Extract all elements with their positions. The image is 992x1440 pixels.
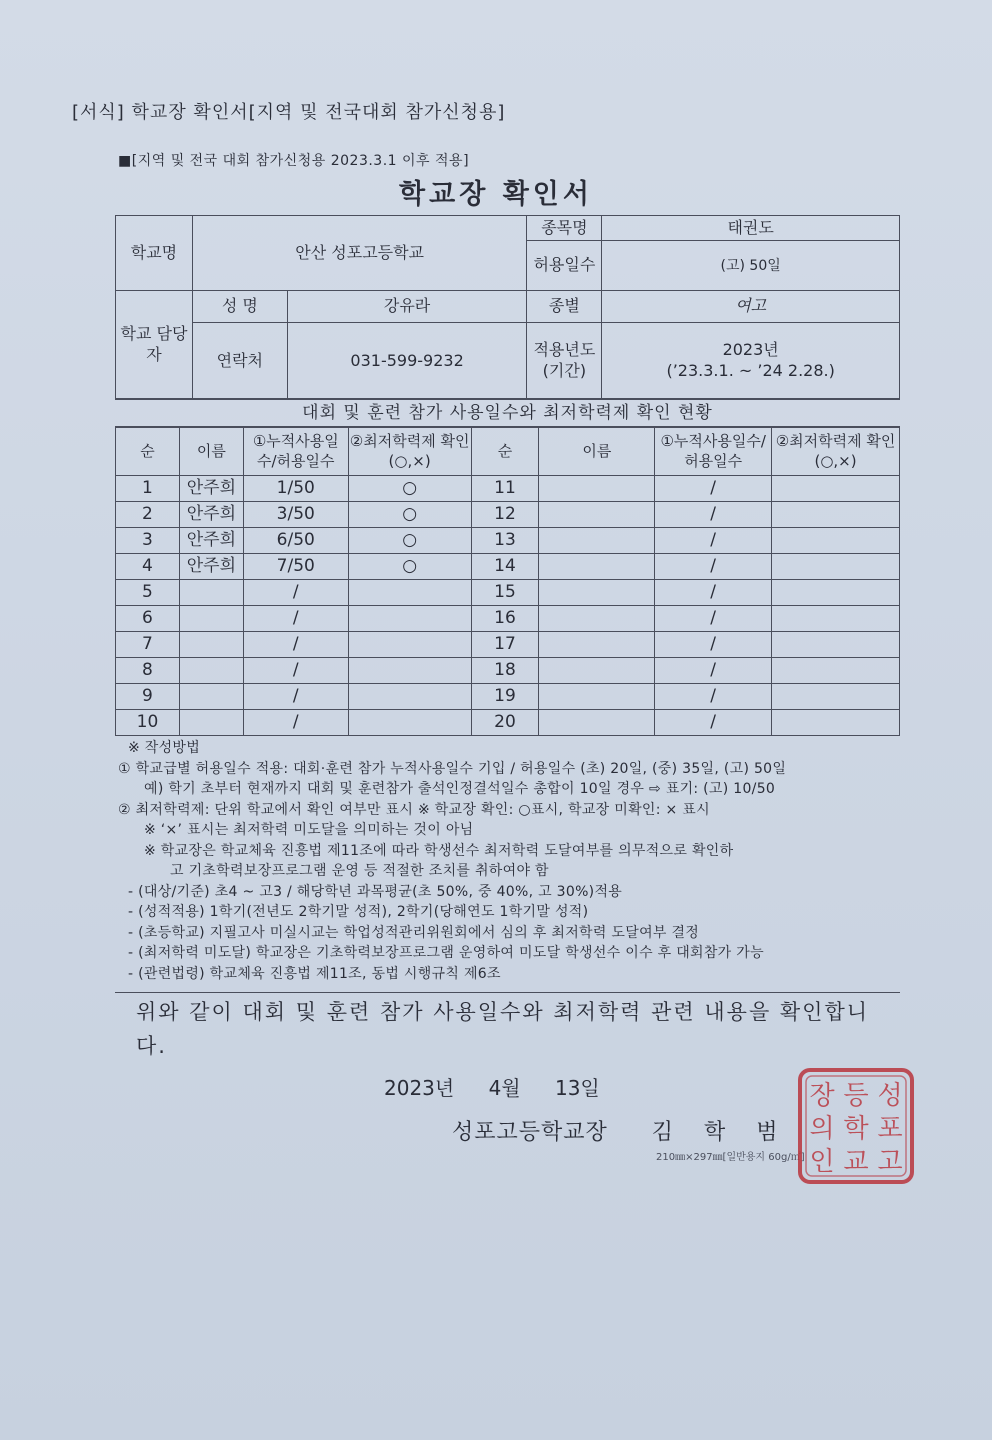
cell-name [539,710,655,736]
cell-check: ○ [348,502,471,528]
header-col-days-left: ①누적사용일수/허용일수 [243,427,348,476]
cell-name: 안주희 [179,554,243,580]
note-line: - (관련법령) 학교체육 진흥법 제11조, 동법 시행규칙 제6조 [128,965,501,982]
cell-no: 2 [116,502,180,528]
table-row [116,684,900,710]
period-value [602,322,900,399]
note-line: - (대상/기준) 초4 ~ 고3 / 해당학년 과목평균(초 50%, 중 40%, 고 30%)적용 [128,883,623,900]
form-note: ■[지역 및 전국 대회 참가신청용 2023.3.1 이후 적용] [118,153,470,169]
cell-no: 7 [116,632,180,658]
note-line: 고 기초학력보장프로그램 운영 등 적절한 조치를 취하여야 함 [170,863,549,879]
cell-name [539,528,655,554]
note-line: ※ 학교장은 학교체육 진흥법 제11조에 따라 학생선수 최저학력 도달여부를 의무적으로 확인하 [144,842,734,859]
cell-no: 8 [116,658,180,684]
name-value: 강유라 [287,291,527,323]
cell-days: 7/50 [243,554,348,580]
writing-notes [118,738,908,984]
cell-check [348,658,471,684]
cell-name [179,658,243,684]
cell-name [539,658,655,684]
seal-glyph: 장 [809,1081,835,1111]
header-col-name-left: 이름 [179,427,243,476]
note-line: 예) 학기 초부터 현재까지 대회 및 훈련참가 출석인정결석일수 총합이 10일 경우 ⇨ 표기: (고) 10/50 [144,781,776,797]
cell-no: 18 [471,658,539,684]
cell-name [539,684,655,710]
table-row [116,528,900,554]
seal-glyph: 포 [877,1114,903,1144]
cell-check: ○ [348,476,471,502]
cell-days: / [655,684,772,710]
cell-no: 6 [116,606,180,632]
category-label: 종별 [527,291,602,323]
cell-name [539,554,655,580]
period-range: (’23.3.1. ~ ’24 2.28.) [666,360,835,380]
cell-days: 1/50 [243,476,348,502]
sport-label: 종목명 [527,216,602,241]
cell-name [539,606,655,632]
header-col-name-right: 이름 [539,427,655,476]
cell-no: 12 [471,502,539,528]
person-label: 학교 담당자 [116,291,193,400]
cell-days: / [243,580,348,606]
cell-name: 안주희 [179,528,243,554]
cell-check [772,710,900,736]
school-label: 학교명 [116,216,193,291]
signer-title: 성포고등학교장 [452,1120,608,1145]
table-row [116,658,900,684]
cell-check [348,580,471,606]
cell-name [179,632,243,658]
cell-no: 13 [471,528,539,554]
note-line: ① 학교급별 허용일수 적용: 대회·훈련 참가 누적사용일수 기입 / 허용일수 (초) 20일, (중) 35일, (고) 50일 [118,760,787,777]
cell-days: / [243,684,348,710]
table-row [116,606,900,632]
cell-no: 3 [116,528,180,554]
signer-name: 김 학 범 [651,1120,790,1145]
period-label: 적용년도 (기간) [527,322,602,399]
issue-date: 2023년 4월 13일 [384,1076,600,1100]
confirm-statement: 위와 같이 대회 및 훈련 참가 사용일수와 최저학력 관련 내용을 확인합니다. [136,1000,870,1058]
note-line: ※ ‘×’ 표시는 최저학력 미도달을 의미하는 것이 아님 [144,822,474,838]
cell-name: 안주희 [179,476,243,502]
school-value: 안산 성포고등학교 [192,216,527,291]
info-table [115,215,900,400]
cell-check [772,476,900,502]
cell-name [539,502,655,528]
cell-days: 3/50 [243,502,348,528]
header-col-days-right: ①누적사용일수/허용일수 [655,427,772,476]
allowed-value: (고) 50일 [602,241,900,291]
cell-days: / [655,580,772,606]
cell-name [539,580,655,606]
cell-days: / [655,658,772,684]
official-seal-stamp [796,1066,916,1186]
cell-check [348,710,471,736]
cell-check [772,502,900,528]
cell-days: / [655,528,772,554]
cell-no: 11 [471,476,539,502]
attendance-table [115,426,900,736]
cell-name [179,710,243,736]
table-row [116,476,900,502]
cell-check [348,606,471,632]
cell-check [772,684,900,710]
cell-check [772,580,900,606]
cell-days: / [243,658,348,684]
cell-name [539,476,655,502]
sport-value: 태권도 [602,216,900,241]
paper-spec: 210㎜×297㎜[일반용지 60g/㎡] [656,1152,805,1163]
cell-days: / [655,710,772,736]
cell-check [772,528,900,554]
cell-no: 10 [116,710,180,736]
cell-no: 19 [471,684,539,710]
signer-line [452,1115,790,1146]
contact-label: 연락처 [192,322,287,399]
cell-no: 17 [471,632,539,658]
note-heading: ※ 작성방법 [128,740,201,756]
cell-check [772,658,900,684]
section-title: 대회 및 훈련 참가 사용일수와 최저학력제 확인 현황 [115,398,900,428]
contact-value: 031-599-9232 [287,322,527,399]
cell-days: / [655,606,772,632]
period-year: 2023년 [722,340,779,360]
cell-no: 16 [471,606,539,632]
note-line: ② 최저학력제: 단위 학교에서 확인 여부만 표시 ※ 학교장 확인: ○표시, 학교장 미확인: × 표시 [118,801,710,818]
form-label: [서식] 학교장 확인서[지역 및 전국대회 참가신청용] [72,102,506,123]
cell-check: ○ [348,528,471,554]
cell-no: 15 [471,580,539,606]
cell-name [179,684,243,710]
cell-no: 9 [116,684,180,710]
cell-name: 안주희 [179,502,243,528]
header-col-check-left: ②최저학력제 확인(○,×) [348,427,471,476]
table-row [116,502,900,528]
cell-days: / [655,554,772,580]
cell-name [179,606,243,632]
cell-check [772,632,900,658]
cell-check [348,632,471,658]
seal-glyph: 교 [843,1147,869,1177]
category-value: 여고 [602,291,900,323]
seal-glyph: 성 [877,1081,903,1111]
name-label: 성 명 [192,291,287,323]
seal-glyph: 등 [843,1081,869,1111]
cell-no: 1 [116,476,180,502]
cell-days: / [243,606,348,632]
cell-days: 6/50 [243,528,348,554]
cell-check [772,554,900,580]
cell-check: ○ [348,554,471,580]
cell-name [179,580,243,606]
header-col-no-right: 순 [471,427,539,476]
seal-glyph: 인 [809,1147,835,1177]
cell-no: 4 [116,554,180,580]
seal-glyph: 의 [809,1114,835,1144]
cell-days: / [243,632,348,658]
cell-no: 14 [471,554,539,580]
table-row [116,710,900,736]
seal-glyph: 고 [877,1147,903,1177]
table-row [116,632,900,658]
cell-days: / [655,502,772,528]
cell-no: 20 [471,710,539,736]
cell-check [348,684,471,710]
note-line: - (초등학교) 지필고사 미실시교는 학업성적관리위원회에서 심의 후 최저학력 도달여부 결정 [128,924,700,941]
table-row [116,580,900,606]
cell-check [772,606,900,632]
cell-days: / [655,632,772,658]
allowed-label: 허용일수 [527,241,602,291]
cell-days: / [655,476,772,502]
cell-days: / [243,710,348,736]
header-col-no-left: 순 [116,427,180,476]
note-line: - (최저학력 미도달) 학교장은 기초학력보장프로그램 운영하여 미도달 학생선수 이수 후 대회참가 가능 [128,945,764,961]
document-title: 학교장 확인서 [399,179,593,210]
note-line: - (성적적용) 1학기(전년도 2학기말 성적), 2학기(당해연도 1학기말 성적) [128,904,589,920]
table-row [116,554,900,580]
cell-name [539,632,655,658]
divider [115,992,900,993]
cell-no: 5 [116,580,180,606]
header-col-check-right: ②최저학력제 확인(○,×) [772,427,900,476]
seal-glyph: 학 [843,1114,869,1144]
